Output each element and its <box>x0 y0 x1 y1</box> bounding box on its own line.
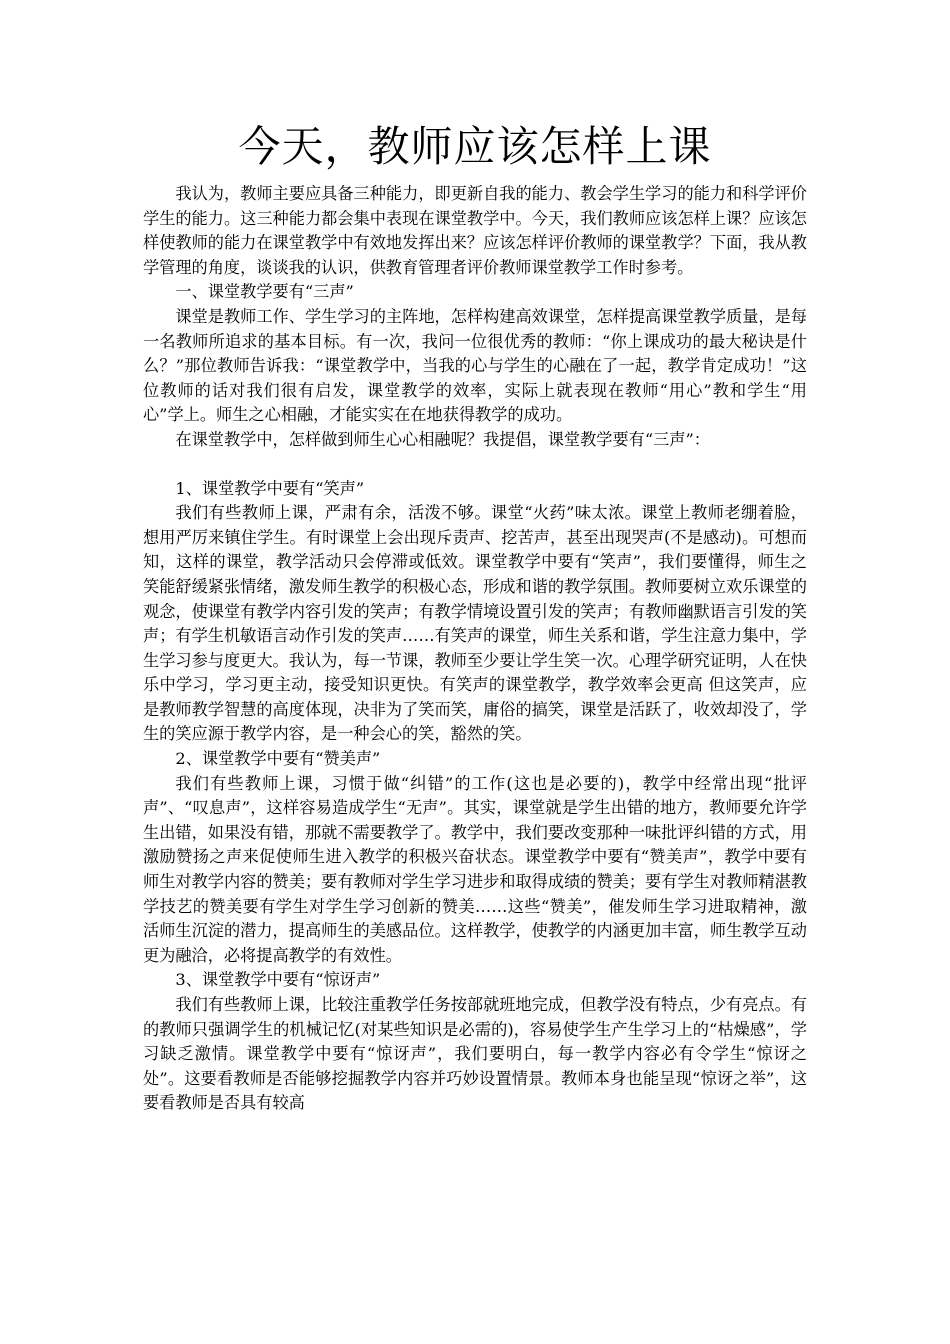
blank-line <box>143 453 807 477</box>
document-title: 今天，教师应该怎样上课 <box>238 122 712 171</box>
subsection-heading-laughter: 1、课堂教学中要有“笑声” <box>175 478 365 498</box>
section1-paragraph-1: 课堂是教师工作、学生学习的主阵地，怎样构建高效课堂，怎样提高课堂教学质量，是每一名教师所追求的基本目标。有一次，我问一位很优秀的教师：“你上课成功的最大秘诀是什么？”那位教师告诉我：“课堂教学中，当我的心与学生的心融在了一起，教学肯定成功！”这位教师的话对我们很有启发，课堂教学的效率，实际上就表现在教师“用心”教和学生“用心”学上。师生之心相融，才能实实在在地获得教学的成功。 <box>143 306 807 425</box>
subsection-body-surprise: 我们有些教师上课，比较注重教学任务按部就班地完成，但教学没有特点，少有亮点。有的教师只强调学生的机械记忆(对某些知识是必需的)，容易使学生产生学习上的“枯燥感”，学习缺乏激情。课堂教学中要有“惊讶声”，我们要明白，每一教学内容必有令学生“惊讶之处”。这要看教师是否能够挖掘教学内容并巧妙设置情景。教师本身也能呈现“惊讶之举”，这要看教师是否具有较高 <box>143 995 807 1113</box>
subsection-heading-praise: 2、课堂教学中要有“赞美声” <box>175 749 381 769</box>
intro-paragraph: 我认为，教师主要应具备三种能力，即更新自我的能力、教会学生学习的能力和科学评价学生的能力。这三种能力都会集中表现在课堂教学中。今天，我们教师应该怎样上课？应该怎样使教师的能力在课堂教学中有效地发挥出来？应该怎样评价教师的课堂教学？下面，我从教学管理的角度，谈谈我的认识，供教育管理者评价教师课堂教学工作时参考。 <box>143 184 807 277</box>
subsection-body-laughter: 我们有些教师上课，严肃有余，活泼不够。课堂“火药”味太浓。课堂上教师老绷着脸，想用严厉来镇住学生。有时课堂上会出现斥责声、挖苦声，甚至出现哭声(不是感动)。可想而知，这样的课堂，教学活动只会停滞或低效。课堂教学中要有“笑声”，我们要懂得，师生之笑能舒缓紧张情绪，激发师生教学的积极心态，形成和谐的教学氛围。教师要树立欢乐课堂的观念，使课堂有教学内容引发的笑声；有教学情境设置引发的笑声；有教师幽默语言引发的笑声；有学生机敏语言动作引发的笑声……有笑声的课堂，师生关系和谐，学生注意力集中，学生学习参与度更大。我认为，每一节课，教师至少要让学生笑一次。心理学研究证明，人在快乐中学习，学习更主动，接受知识更快。有笑声的课堂教学，教学效率会更高 但这笑声，应是教师教学智慧的高度体现，决非为了笑而笑，庸俗的搞笑，课堂是活跃了，收效却没了，学生的笑应源于教学内容，是一种会心的笑，豁然的笑。 <box>143 503 807 744</box>
section-heading-1: 一、课堂教学要有“三声” <box>175 282 354 302</box>
section1-paragraph-2: 在课堂教学中，怎样做到师生心心相融呢？我提倡，课堂教学要有“三声”： <box>175 429 710 449</box>
subsection-heading-surprise: 3、课堂教学中要有“惊讶声” <box>175 970 381 990</box>
subsection-body-praise: 我们有些教师上课，习惯于做“纠错”的工作(这也是必要的)，教学中经常出现“批评声”、“叹息声”，这样容易造成学生“无声”。其实，课堂就是学生出错的地方，教师要允许学生出错，如果没有错，那就不需要教学了。教学中，我们要改变那种一味批评纠错的方式，用激励赞扬之声来促使师生进入教学的积极兴奋状态。课堂教学中要有“赞美声”，教学中要有师生对教学内容的赞美；要有教师对学生学习进步和取得成绩的赞美；要有学生对教师精湛教学技艺的赞美要有学生对学生学习创新的赞美……这些“赞美”，催发师生学习进取精神，激活师生沉淀的潜力，提高师生的美感品位。这样教学，使教学的内涵更加丰富，师生教学互动更为融洽，必将提高教学的有效性。 <box>143 773 807 965</box>
document-page <box>143 118 807 1116</box>
